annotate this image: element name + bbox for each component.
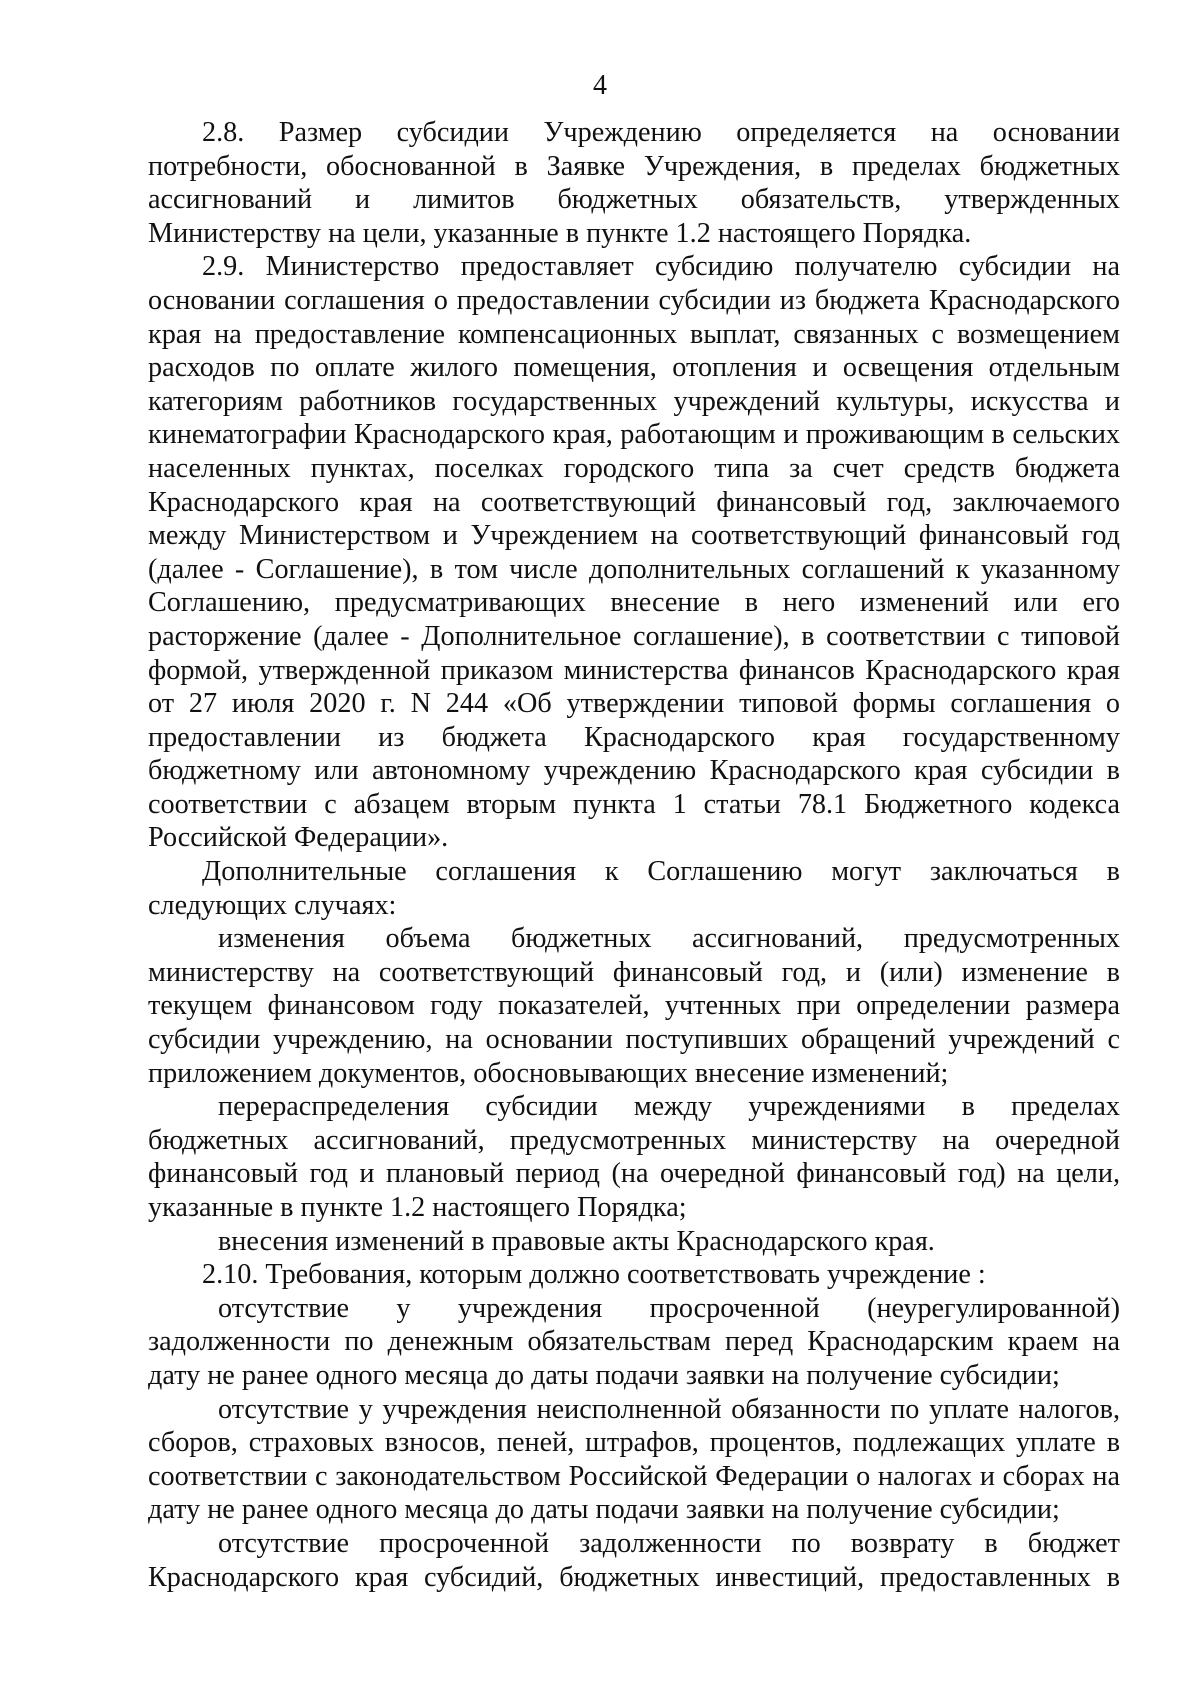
document-body bbox=[148, 116, 1120, 1594]
paragraph-requirement-no-overdue-debt: отсутствие у учреждения просроченной (неурегулированной) задолженности по денежным обязательствам перед Краснодарским краем на дату не ранее одного месяца до даты подачи заявки на получение субсидии; bbox=[148, 1292, 1120, 1391]
paragraph-additional-agreements: Дополнительные соглашения к Соглашению могут заключаться в следующих случаях: bbox=[148, 856, 1120, 921]
paragraph-requirement-no-subsidy-debt: отсутствие просроченной задолженности по возврату в бюджет Краснодарского края субсидий, бюджетных инвестиций, предоставленных в bbox=[148, 1527, 1120, 1593]
paragraph-requirement-no-tax-debt: отсутствие у учреждения неисполненной обязанности по уплате налогов, сборов, страховых взносов, пеней, штрафов, процентов, подлежащих уплате в соответствии с законодательством Российской Федерации о налогах и сборах на дату не ранее одного месяца до даты подачи заявки на получение субсидии; bbox=[148, 1393, 1120, 1526]
paragraph-2-8: 2.8. Размер субсидии Учреждению определяется на основании потребности, обоснованной в Заявке Учреждения, в пределах бюджетных ассигнований и лимитов бюджетных обязательств, утвержденных Министерству на цели, указанные в пункте 1.2 настоящего Порядка. bbox=[148, 117, 1120, 249]
paragraph-2-10: 2.10. Требования, которым должно соответствовать учреждение : bbox=[202, 1259, 986, 1291]
paragraph-2-9: 2.9. Министерство предоставляет субсидию получателю субсидии на основании соглашения о предоставлении субсидии из бюджета Краснодарского края на предоставление компенсационных выплат, связанных с возмещением расходов по оплате жилого помещения, отопления и освещения отдельным категориям работников государственных учреждений культуры, искусства и кинематографии Краснодарского края, работающим и проживающим в сельских населенных пунктах, поселках городского типа за счет средств бюджета Краснодарского края на соответствующий финансовый год, заключаемого между Министерством и Учреждением на соответствующий финансовый год (далее - Соглашение), в том числе дополнительных соглашений к указанному Соглашению, предусматривающих внесение в него изменений или его расторжение (далее - Дополнительное соглашение), в соответствии с типовой формой, утвержденной приказом министерства финансов Краснодарского края от 27 июля 2020 г. N 244 «Об утверждении типовой формы соглашения о предоставлении из бюджета Краснодарского края государственному бюджетному или автономному учреждению Краснодарского края субсидии в соответствии с абзацем вторым пункта 1 статьи 78.1 Бюджетного кодекса Российской Федерации». bbox=[148, 251, 1120, 854]
paragraph-case-legal-acts: внесения изменений в правовые акты Краснодарского края. bbox=[218, 1225, 935, 1257]
paragraph-case-redistribution: перераспределения субсидии между учреждениями в пределах бюджетных ассигнований, предусмотренных министерству на очередной финансовый год и плановый период (на очередной финансовый год) на цели, указанные в пункте 1.2 настоящего Порядка; bbox=[148, 1091, 1120, 1223]
page-number: 4 bbox=[593, 70, 607, 101]
paragraph-case-budget-change: изменения объема бюджетных ассигнований, предусмотренных министерству на соответствующий финансовый год, и (или) изменение в текущем финансовом году показателей, учтенных при определении размера субсидии учреждению, на основании поступивших обращений учреждений с приложением документов, обосновывающих внесение изменений; bbox=[148, 923, 1120, 1089]
